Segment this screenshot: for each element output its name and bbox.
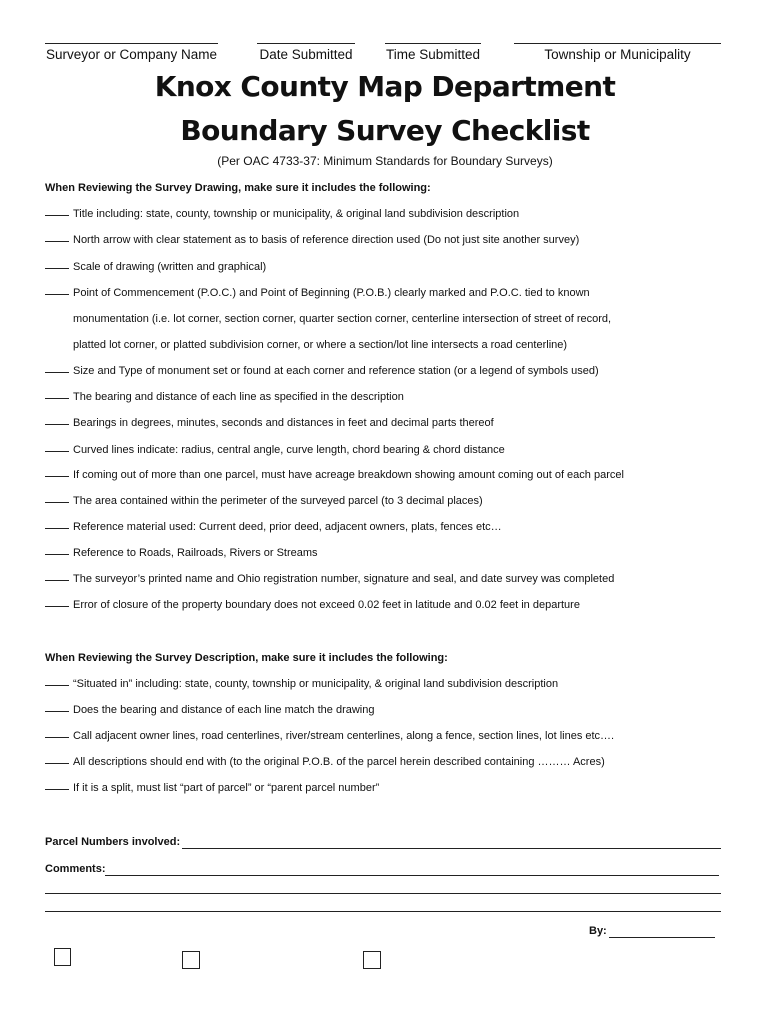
surveyor-label: Surveyor or Company Name	[45, 47, 218, 62]
surveyor-line[interactable]	[45, 43, 218, 44]
drawing-section-heading: When Reviewing the Survey Drawing, make sure it includes the following:	[45, 182, 431, 194]
checklist-item[interactable]: North arrow with clear statement as to basis of reference direction used (Do not just site another survey)	[45, 234, 579, 246]
check-blank[interactable]	[45, 294, 69, 295]
comments-line[interactable]	[105, 875, 719, 876]
check-blank[interactable]	[45, 606, 69, 607]
checklist-item[interactable]: Call adjacent owner lines, road centerlines, river/stream centerlines, along a fence, section lines, lot lines etc….	[45, 730, 614, 742]
checklist-item[interactable]: The area contained within the perimeter of the surveyed parcel (to 3 decimal places)	[45, 495, 483, 507]
checklist-item[interactable]: Curved lines indicate: radius, central angle, curve length, chord bearing & chord distance	[45, 444, 505, 456]
description-section-heading: When Reviewing the Survey Description, make sure it includes the following:	[45, 652, 448, 664]
checklist-item[interactable]: “Situated in” including: state, county, township or municipality, & original land subdivision description	[45, 678, 558, 690]
checkbox[interactable]	[54, 948, 71, 966]
check-blank[interactable]	[45, 789, 69, 790]
parcel-numbers-label: Parcel Numbers involved:	[45, 836, 181, 848]
by-signature-line[interactable]	[609, 937, 715, 938]
checkbox[interactable]	[363, 951, 381, 969]
township-line[interactable]	[514, 43, 721, 44]
check-blank[interactable]	[45, 528, 69, 529]
time-line[interactable]	[385, 43, 481, 44]
check-blank[interactable]	[45, 268, 69, 269]
by-label: By:	[589, 925, 607, 937]
regulation-reference: (Per OAC 4733-37: Minimum Standards for Boundary Surveys)	[217, 154, 553, 168]
checklist-item[interactable]: Does the bearing and distance of each line match the drawing	[45, 704, 374, 716]
check-blank[interactable]	[45, 476, 69, 477]
check-blank[interactable]	[45, 398, 69, 399]
date-line[interactable]	[257, 43, 355, 44]
check-blank[interactable]	[45, 502, 69, 503]
check-blank[interactable]	[45, 451, 69, 452]
checklist-item[interactable]: Bearings in degrees, minutes, seconds and distances in feet and decimal parts thereof	[45, 417, 494, 429]
checklist-item[interactable]: All descriptions should end with (to the original P.O.B. of the parcel herein described containing ……… Acres)	[45, 756, 605, 768]
checklist-item[interactable]: Error of closure of the property boundary does not exceed 0.02 feet in latitude and 0.02 feet in departure	[45, 599, 580, 611]
check-blank[interactable]	[45, 763, 69, 764]
check-blank[interactable]	[45, 554, 69, 555]
time-label: Time Submitted	[385, 47, 481, 62]
checklist-item[interactable]: Title including: state, county, township or municipality, & original land subdivision description	[45, 208, 519, 220]
checklist-item[interactable]: Reference to Roads, Railroads, Rivers or Streams	[45, 547, 318, 559]
checklist-item[interactable]: Size and Type of monument set or found at each corner and reference station (or a legend of symbols used)	[45, 365, 599, 377]
check-blank[interactable]	[45, 424, 69, 425]
check-blank[interactable]	[45, 580, 69, 581]
page-title: Knox County Map Department	[154, 70, 616, 103]
checklist-item[interactable]: The surveyor’s printed name and Ohio registration number, signature and seal, and date survey was completed	[45, 573, 614, 585]
check-blank[interactable]	[45, 241, 69, 242]
parcel-numbers-line[interactable]	[182, 848, 721, 849]
comments-label: Comments:	[45, 863, 106, 875]
checklist-item[interactable]: The bearing and distance of each line as specified in the description	[45, 391, 404, 403]
check-blank[interactable]	[45, 711, 69, 712]
date-label: Date Submitted	[259, 47, 353, 62]
checklist-item[interactable]: If coming out of more than one parcel, must have acreage breakdown showing amount coming out of each parcel	[45, 469, 624, 481]
comments-line[interactable]	[45, 911, 721, 912]
checklist-item[interactable]: Reference material used: Current deed, prior deed, adjacent owners, plats, fences etc…	[45, 521, 502, 533]
comments-line[interactable]	[45, 893, 721, 894]
check-blank[interactable]	[45, 685, 69, 686]
checklist-item-continuation: platted lot corner, or platted subdivision corner, or where a section/lot line intersects a road centerline)	[73, 339, 568, 351]
check-blank[interactable]	[45, 737, 69, 738]
check-blank[interactable]	[45, 215, 69, 216]
checklist-item[interactable]: Scale of drawing (written and graphical)	[45, 261, 266, 273]
checkbox[interactable]	[182, 951, 200, 969]
checklist-item[interactable]: If it is a split, must list “part of parcel” or “parent parcel number”	[45, 782, 379, 794]
check-blank[interactable]	[45, 372, 69, 373]
checklist-item[interactable]: Point of Commencement (P.O.C.) and Point of Beginning (P.O.B.) clearly marked and P.O.C. tied to known	[45, 287, 590, 299]
township-label: Township or Municipality	[544, 47, 691, 62]
page-subtitle-title: Boundary Survey Checklist	[180, 114, 590, 147]
checklist-item-continuation: monumentation (i.e. lot corner, section corner, quarter section corner, centerline intersection of street of record,	[73, 313, 612, 325]
